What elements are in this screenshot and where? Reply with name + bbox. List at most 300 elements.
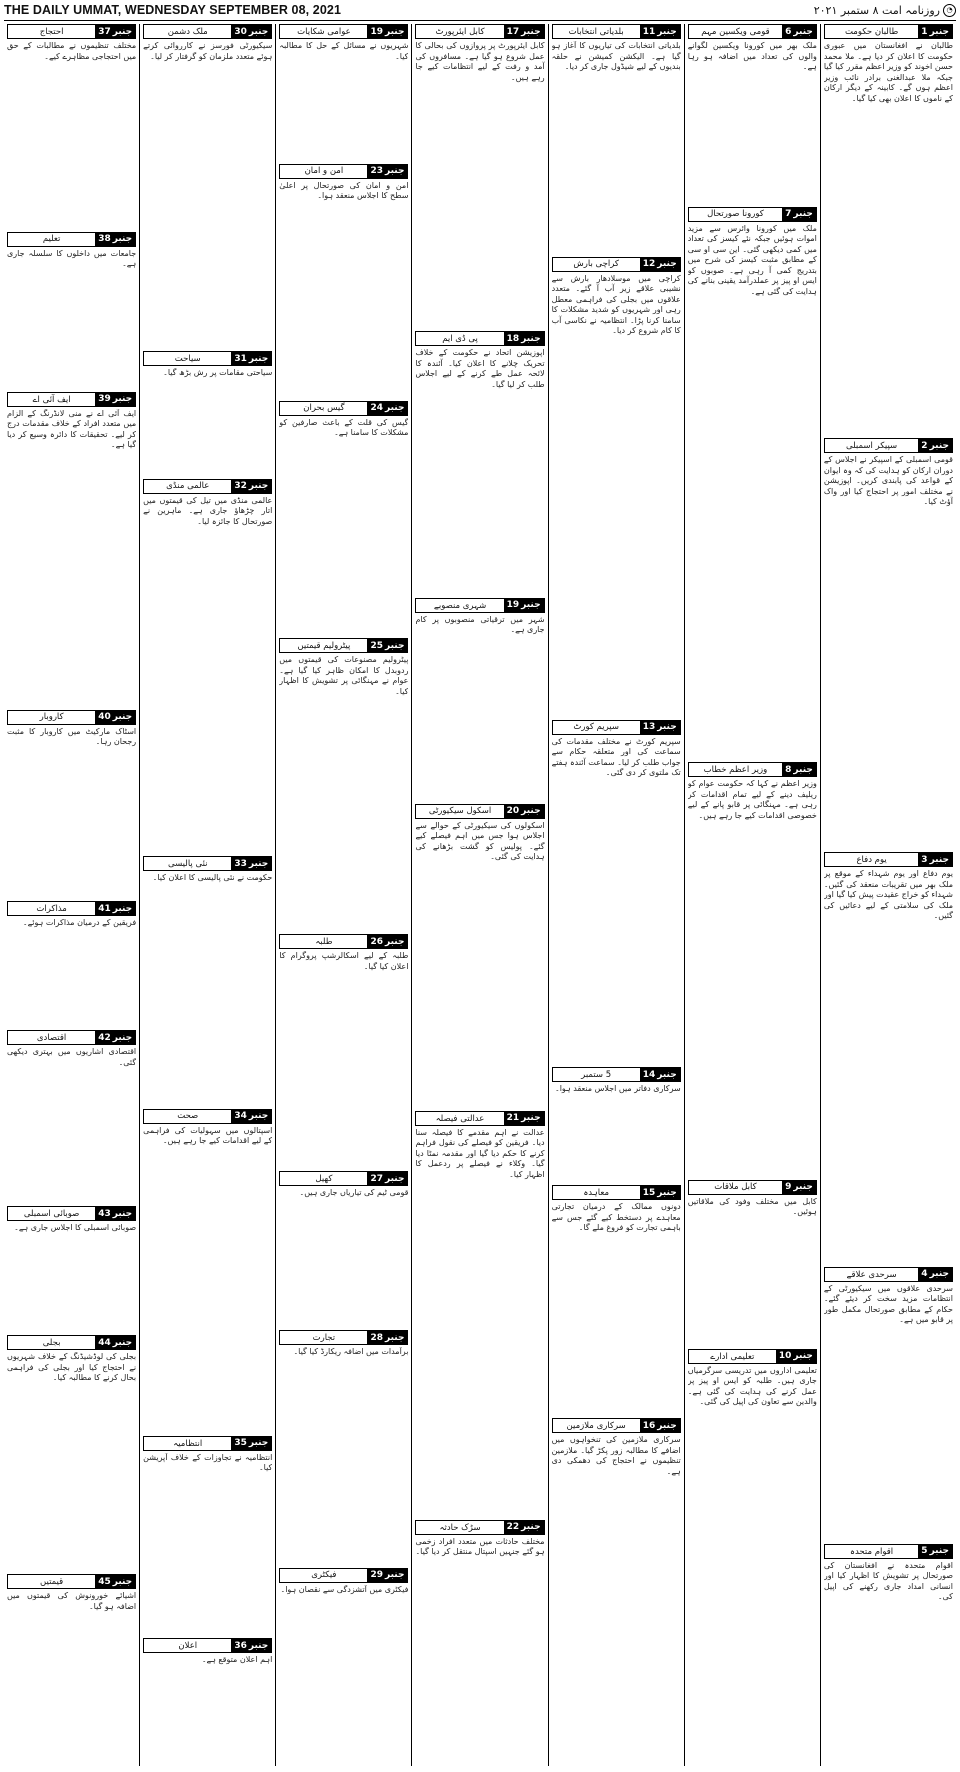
item-number-badge xyxy=(367,1331,407,1344)
item-number-badge xyxy=(367,935,407,948)
news-item-header xyxy=(415,331,544,346)
news-item-text: امن و امان کی صورتحال پر اعلیٰ سطح کا اجلاس منعقد ہوا۔ xyxy=(279,180,409,201)
news-item-title: تجارت xyxy=(312,1332,336,1343)
news-item xyxy=(7,1335,136,1571)
news-item-body xyxy=(7,918,136,1027)
news-item-title: امن و امان xyxy=(304,166,344,177)
item-number-badge xyxy=(640,25,680,38)
item-number-badge xyxy=(504,805,544,818)
item-number-prefix: جنبر xyxy=(657,259,677,270)
news-item-body xyxy=(279,181,408,398)
news-item-header xyxy=(7,901,136,916)
item-number: 15 xyxy=(642,1187,656,1198)
item-number: 30 xyxy=(234,26,247,37)
item-number-prefix: جنبر xyxy=(385,936,405,947)
item-number: 24 xyxy=(370,403,383,414)
news-item-body xyxy=(279,655,408,931)
news-item-body xyxy=(279,951,408,1168)
news-item-text: کابل ایئرپورٹ پر پروازوں کی بحالی کا عمل شروع ہو گیا ہے۔ مسافروں کی آمد و رفت کے لیے انتظامات کیے جا رہے ہیں۔ xyxy=(415,41,545,82)
item-number-prefix: جنبر xyxy=(248,858,269,869)
news-item-text: عدالت نے اہم مقدمے کا فیصلہ سنا دیا۔ فریقین کو فیصلے کی نقول فراہم کرنے کا حکم دیا گیا اور مقدمہ نمٹا دیا گیا۔ وکلاء نے فیصلے پر ردعمل کا اظہار کیا۔ xyxy=(415,1127,545,1179)
news-item-text: برآمدات میں اضافہ ریکارڈ کیا گیا۔ xyxy=(293,1347,409,1357)
news-item-title: سڑک حادثہ xyxy=(439,1522,481,1533)
item-number: 40 xyxy=(98,712,111,723)
item-number: 5 xyxy=(921,1546,928,1557)
item-number: 19 xyxy=(370,26,383,37)
news-item-title: انتظامیہ xyxy=(173,1438,203,1449)
item-number: 8 xyxy=(785,764,792,775)
news-item xyxy=(688,207,817,760)
item-number: 10 xyxy=(778,1351,792,1362)
news-item-header xyxy=(688,1180,817,1195)
news-item-body xyxy=(7,1591,136,1763)
item-number: 7 xyxy=(785,209,792,220)
item-number-prefix: جنبر xyxy=(248,26,269,37)
news-item xyxy=(7,1030,136,1203)
news-item-text: انتظامیہ نے تجاوزات کے خلاف آپریشن کیا۔ xyxy=(143,1452,273,1473)
news-item-header xyxy=(415,1111,544,1126)
news-item-header xyxy=(143,1638,272,1653)
item-number: 44 xyxy=(98,1337,111,1348)
news-item-body xyxy=(7,1352,136,1571)
news-item-header xyxy=(143,856,272,871)
news-item-header xyxy=(688,1349,817,1364)
item-number: 22 xyxy=(506,1522,520,1533)
item-number-prefix: جنبر xyxy=(929,1546,949,1557)
item-number-badge xyxy=(95,393,135,406)
news-item-text: سرحدی علاقوں میں سیکیورٹی کے انتظامات مزید سخت کر دیئے گئے۔ حکام کے مطابق صورتحال مکمل طور پر قابو میں ہے۔ xyxy=(823,1283,953,1325)
item-number-badge xyxy=(918,439,952,452)
item-number-badge xyxy=(231,1437,271,1450)
item-number-prefix: جنبر xyxy=(248,1438,269,1449)
item-number: 35 xyxy=(234,1438,247,1449)
news-item-header xyxy=(552,1067,681,1082)
news-item xyxy=(143,351,272,476)
news-item-title: بجلی xyxy=(42,1337,61,1348)
news-item xyxy=(688,762,817,1176)
news-item-title: عوامی شکایات xyxy=(297,26,351,37)
item-number-prefix: جنبر xyxy=(112,234,133,245)
item-number-badge xyxy=(95,1207,135,1220)
item-number-badge xyxy=(231,25,271,38)
item-number-prefix: جنبر xyxy=(385,166,405,177)
news-item-title: پیٹرولیم قیمتیں xyxy=(297,640,351,651)
news-item-header xyxy=(415,1520,544,1535)
news-item-title: عالمی منڈی xyxy=(166,481,210,492)
item-number: 31 xyxy=(234,353,247,364)
news-item-text: ایف آئی اے نے منی لانڈرنگ کے الزام میں متعدد افراد کے خلاف مقدمات درج کر لیے۔ تحقیقات کا دائرہ وسیع کر دیا گیا ہے۔ xyxy=(7,408,137,450)
item-number: 42 xyxy=(98,1032,111,1043)
news-item-header xyxy=(279,638,408,653)
news-item xyxy=(415,804,544,1108)
news-item xyxy=(279,1171,408,1327)
news-item-text: دونوں ممالک کے درمیان تجارتی معاہدے پر دستخط کیے گئے جس سے باہمی تجارت کو فروغ ملے گا۔ xyxy=(551,1202,681,1233)
news-item-header xyxy=(143,351,272,366)
news-item-header xyxy=(279,1568,408,1583)
item-number: 28 xyxy=(370,1332,383,1343)
news-item xyxy=(552,1067,681,1182)
news-item-header xyxy=(143,24,272,39)
news-item-text: ملک بھر میں کورونا ویکسین لگوانے والوں کی تعداد میں اضافہ ہو رہا ہے۔ xyxy=(687,41,817,71)
item-number-badge xyxy=(918,853,952,866)
news-item-header xyxy=(688,762,817,777)
news-item xyxy=(824,1267,953,1541)
news-item xyxy=(824,1544,953,1763)
news-item-title: اسکول سیکیورٹی xyxy=(428,806,492,817)
item-number: 14 xyxy=(642,1069,656,1080)
item-number-prefix: جنبر xyxy=(929,1269,949,1280)
news-item-text: سرکاری ملازمین کی تنخواہوں میں اضافے کا مطالبہ زور پکڑ گیا۔ ملازمین تنظیموں نے احتجاج کی دھمکی دی ہے۔ xyxy=(551,1435,681,1476)
news-item-body xyxy=(688,1197,817,1346)
news-item-text: تعلیمی اداروں میں تدریسی سرگرمیاں جاری ہیں۔ طلبہ کو ایس او پیز پر عمل کرنے کی ہدایت کی گئی ہے۔ والدین سے تعاون کی اپیل کی گئی۔ xyxy=(687,1365,817,1407)
news-item xyxy=(143,24,272,348)
news-item-body xyxy=(143,1453,272,1636)
news-item xyxy=(143,479,272,853)
ummat-logo-icon: ◔ xyxy=(943,4,956,17)
item-number-prefix: جنبر xyxy=(657,1420,677,1431)
news-item-body xyxy=(143,873,272,1105)
news-item-header xyxy=(7,392,136,407)
item-number-prefix: جنبر xyxy=(521,600,541,611)
item-number-badge xyxy=(782,1181,816,1194)
news-item-body xyxy=(552,41,681,254)
item-number: 18 xyxy=(506,333,520,344)
news-item xyxy=(7,1574,136,1763)
news-item-text: اسکولوں کی سیکیورٹی کے حوالے سے اجلاس ہوا جس میں اہم فیصلے کیے گئے۔ پولیس کو گشت بڑھانے کی ہدایت کی گئی۔ xyxy=(415,820,545,862)
item-number-badge xyxy=(504,25,544,38)
item-number-badge xyxy=(782,208,816,221)
masthead-urdu-title xyxy=(814,4,956,17)
item-number: 43 xyxy=(98,1208,111,1219)
news-item-body xyxy=(824,1284,953,1541)
item-number-prefix: جنبر xyxy=(248,481,269,492)
news-item xyxy=(143,856,272,1105)
item-number: 34 xyxy=(234,1111,247,1121)
item-number-prefix: جنبر xyxy=(521,333,541,344)
news-item-text: اسپتالوں میں سہولیات کی فراہمی کے لیے اقدامات کیے جا رہے ہیں۔ xyxy=(143,1125,273,1145)
item-number-badge xyxy=(504,1521,544,1534)
news-item xyxy=(279,401,408,635)
item-number-prefix: جنبر xyxy=(521,1522,541,1533)
news-item-body xyxy=(415,615,544,801)
news-item-title: 5 ستمبر xyxy=(581,1069,612,1080)
news-item-title: کاروبار xyxy=(39,712,64,723)
item-number-prefix: جنبر xyxy=(657,1069,677,1080)
news-item-title: تعلیمی ادارے xyxy=(710,1351,755,1362)
news-item-body xyxy=(688,1366,817,1763)
news-item-text: وزیر اعظم نے کہا کہ حکومت عوام کو ریلیف دینے کے لیے تمام اقدامات کر رہی ہے۔ مہنگائی پر قابو پانے کے لیے خصوصی اقدامات کیے جا رہے ہیں۔ xyxy=(687,779,817,820)
item-number-badge xyxy=(231,1110,271,1123)
item-number-badge xyxy=(640,1068,680,1081)
item-number-prefix: جنبر xyxy=(112,394,133,405)
news-item xyxy=(7,392,136,707)
news-item-body xyxy=(552,1202,681,1415)
item-number-prefix: جنبر xyxy=(929,854,949,865)
news-item-header xyxy=(415,24,544,39)
item-number: 39 xyxy=(98,394,111,405)
news-item-title: احتجاج xyxy=(39,26,64,37)
item-number-prefix: جنبر xyxy=(929,440,949,451)
item-number-badge xyxy=(918,1545,952,1558)
item-number-prefix: جنبر xyxy=(793,1351,813,1362)
news-item xyxy=(279,24,408,161)
news-item-header xyxy=(415,804,544,819)
item-number: 16 xyxy=(642,1420,656,1431)
news-item-title: عدالتی فیصلہ xyxy=(435,1113,485,1124)
news-item-title: طالبان حکومت xyxy=(844,26,899,37)
news-item xyxy=(552,720,681,1065)
news-item-body xyxy=(688,224,817,760)
item-number: 27 xyxy=(370,1173,383,1184)
news-item-body xyxy=(688,779,817,1176)
news-item-title: قیمتیں xyxy=(40,1576,64,1587)
item-number-badge xyxy=(640,258,680,271)
news-item-header xyxy=(7,1030,136,1045)
news-item-header xyxy=(824,1544,953,1559)
news-item-body xyxy=(7,41,136,229)
news-item-header xyxy=(552,24,681,39)
item-number: 23 xyxy=(370,166,383,177)
news-item xyxy=(279,934,408,1168)
news-item-text: مختلف تنظیموں نے مطالبات کے حق میں احتجاجی مظاہرے کیے۔ xyxy=(7,41,137,61)
news-item-header xyxy=(279,1171,408,1186)
item-number-prefix: جنبر xyxy=(521,806,541,817)
item-number: 17 xyxy=(506,26,520,37)
news-item-body xyxy=(552,737,681,1065)
news-item-body xyxy=(143,496,272,853)
news-item-header xyxy=(552,720,681,735)
news-item-header xyxy=(279,164,408,179)
news-item-title: ملک دشمن xyxy=(167,26,208,37)
news-item-text: بلدیاتی انتخابات کی تیاریوں کا آغاز ہو گیا ہے۔ الیکشن کمیشن نے حلقہ بندیوں کے لیے شیڈول جاری کر دیا۔ xyxy=(551,41,681,71)
news-item-text: فیکٹری میں آتشزدگی سے نقصان ہوا۔ xyxy=(280,1584,409,1594)
news-item-body xyxy=(415,821,544,1108)
news-item-text: قومی ٹیم کی تیاریاں جاری ہیں۔ xyxy=(299,1188,409,1198)
news-item-body xyxy=(415,41,544,328)
news-item-body xyxy=(279,1188,408,1327)
news-item-title: کراچی بارش xyxy=(573,259,619,270)
news-item xyxy=(279,1568,408,1763)
item-number-badge xyxy=(367,165,407,178)
item-number-prefix: جنبر xyxy=(385,640,405,651)
news-column xyxy=(820,24,956,1766)
news-item-header xyxy=(552,1185,681,1200)
news-item-text: شہر میں ترقیاتی منصوبوں پر کام جاری ہے۔ xyxy=(415,614,545,635)
item-number-prefix: جنبر xyxy=(793,1182,813,1193)
news-item-text: قومی اسمبلی کے اسپیکر نے اجلاس کے دوران ارکان کو ہدایت کی کہ وہ ایوان کے قواعد کی پابندی کریں۔ اپوزیشن نے مختلف امور پر احتجاج کیا اور واک آؤٹ کیا۔ xyxy=(823,455,953,507)
item-number-badge xyxy=(367,639,407,652)
item-number-prefix: جنبر xyxy=(521,1113,541,1124)
news-item-header xyxy=(279,24,408,39)
news-item-header xyxy=(7,710,136,725)
news-item-body xyxy=(552,274,681,717)
item-number: 3 xyxy=(921,854,928,865)
news-item-title: وزیر اعظم خطاب xyxy=(703,764,768,775)
item-number-badge xyxy=(231,480,271,493)
news-item-text: بجلی کی لوڈشیڈنگ کے خلاف شہریوں نے احتجاج کیا اور بجلی کی فراہمی بحال کرنے کا مطالبہ کیا۔ xyxy=(7,1352,137,1383)
item-number-badge xyxy=(231,857,271,870)
news-item xyxy=(7,1206,136,1332)
news-item-text: صوبائی اسمبلی کا اجلاس جاری ہے۔ xyxy=(14,1223,137,1233)
news-item-title: کورونا صورتحال xyxy=(707,209,764,220)
item-number-badge xyxy=(782,25,816,38)
news-item-title: قومی ویکسین مہم xyxy=(701,27,770,37)
item-number: 11 xyxy=(642,26,656,37)
news-item xyxy=(824,852,953,1263)
news-item-title: اعلان xyxy=(178,1640,198,1651)
item-number-prefix: جنبر xyxy=(112,26,133,37)
item-number: 33 xyxy=(234,858,247,869)
item-number: 37 xyxy=(98,26,111,37)
news-item xyxy=(552,1418,681,1763)
item-number-badge xyxy=(95,1031,135,1044)
item-number-prefix: جنبر xyxy=(385,403,405,414)
item-number-badge xyxy=(640,721,680,734)
item-number-prefix: جنبر xyxy=(793,764,813,775)
news-item-header xyxy=(7,24,136,39)
masthead-english-title: THE DAILY UMMAT, WEDNESDAY SEPTEMBER 08, 2021 xyxy=(4,3,341,17)
news-item-text: پیٹرولیم مصنوعات کی قیمتوں میں ردوبدل کا امکان ظاہر کیا گیا ہے۔ عوام نے مہنگائی پر تشویش کا اظہار کیا۔ xyxy=(279,655,409,696)
news-column xyxy=(139,24,275,1766)
news-item-text: سیکیورٹی فورسز نے کارروائی کرتے ہوئے متعدد ملزمان کو گرفتار کر لیا۔ xyxy=(143,41,273,61)
news-item-text: ملک میں کورونا وائرس سے مزید اموات ہوئیں جبکہ نئے کیسز کی تعداد میں کمی دیکھی گئی۔ این سی او سی کے مطابق مثبت کیسز کی شرح میں بتدریج کمی آ رہی ہے۔ صوبوں کو ایس او پیز پر عملدرآمد یقینی بنانے کی ہدایت کی گئی ہے۔ xyxy=(687,223,817,296)
news-item-text: مختلف حادثات میں متعدد افراد زخمی ہو گئے جنہیں اسپتال منتقل کر دیا گیا۔ xyxy=(415,1536,545,1557)
news-item-title: ایف آئی اے xyxy=(32,394,71,405)
item-number-badge xyxy=(95,902,135,915)
news-item-title: کابل ملاقات xyxy=(714,1182,757,1193)
news-item-header xyxy=(7,232,136,247)
item-number-badge xyxy=(640,1419,680,1432)
news-item-body xyxy=(552,1435,681,1763)
news-item-text: شہریوں نے مسائل کے حل کا مطالبہ کیا۔ xyxy=(279,41,409,61)
news-item-title: طلبہ xyxy=(315,937,333,948)
item-number: 6 xyxy=(785,26,792,37)
item-number-prefix: جنبر xyxy=(657,1187,677,1198)
item-number-prefix: جنبر xyxy=(385,26,405,37)
news-item-body xyxy=(7,727,136,899)
news-item-header xyxy=(279,401,408,416)
item-number-prefix: جنبر xyxy=(929,26,949,37)
news-item-title: نئی پالیسی xyxy=(168,858,208,869)
news-column xyxy=(548,24,684,1766)
item-number-badge xyxy=(231,1639,271,1652)
item-number: 29 xyxy=(370,1570,383,1581)
news-item-title: یوم دفاع xyxy=(856,854,887,865)
item-number-prefix: جنبر xyxy=(112,1032,133,1043)
item-number-badge xyxy=(367,1569,407,1582)
news-item xyxy=(688,24,817,204)
news-item-body xyxy=(143,1126,272,1433)
news-item-body xyxy=(7,1047,136,1203)
item-number: 19 xyxy=(506,600,520,611)
news-item-title: شہری منصوبے xyxy=(433,600,487,611)
news-item-text: گیس کی قلت کے باعث صارفین کو مشکلات کا سامنا ہے۔ xyxy=(279,417,409,438)
item-number-badge xyxy=(367,1172,407,1185)
news-item xyxy=(824,438,953,849)
news-item-title: صحت xyxy=(177,1111,199,1121)
news-item-title: سپریم کورٹ xyxy=(573,722,619,733)
news-item-title: کھیل xyxy=(315,1173,333,1184)
item-number-prefix: جنبر xyxy=(248,1640,269,1651)
news-item xyxy=(7,232,136,389)
news-item xyxy=(552,24,681,254)
item-number-badge xyxy=(504,1112,544,1125)
news-item xyxy=(415,1520,544,1763)
news-item-header xyxy=(415,598,544,613)
news-item-header xyxy=(143,1436,272,1451)
news-item xyxy=(143,1109,272,1433)
news-item-header xyxy=(7,1206,136,1221)
item-number-prefix: جنبر xyxy=(248,1111,269,1121)
item-number: 45 xyxy=(98,1576,111,1587)
news-item-body xyxy=(415,1128,544,1517)
masthead-urdu-text: روزنامہ امت ۸ ستمبر ۲۰۲۱ xyxy=(813,3,940,17)
news-item-title: معاہدہ xyxy=(583,1188,609,1199)
news-item xyxy=(415,24,544,328)
news-item-body xyxy=(824,869,953,1263)
news-item-title: اقوام متحدہ xyxy=(849,1546,894,1557)
item-number-prefix: جنبر xyxy=(657,26,677,37)
news-item-header xyxy=(824,1267,953,1282)
news-item-body xyxy=(7,1223,136,1332)
news-item-body xyxy=(143,368,272,476)
news-item-text: سیاحتی مقامات پر رش بڑھ گیا۔ xyxy=(163,368,273,378)
item-number: 1 xyxy=(921,26,928,37)
item-number-badge xyxy=(504,332,544,345)
item-number-prefix: جنبر xyxy=(793,26,813,37)
news-item xyxy=(688,1180,817,1346)
item-number-badge xyxy=(95,1336,135,1349)
news-item xyxy=(552,1185,681,1415)
item-number: 9 xyxy=(785,1182,792,1193)
news-item-title: سپیکر اسمبلی xyxy=(845,440,898,451)
news-item-header xyxy=(552,1418,681,1433)
news-item xyxy=(143,1436,272,1636)
news-item-text: اشیائے خورونوش کی قیمتوں میں اضافہ ہو گیا۔ xyxy=(7,1591,137,1611)
item-number: 12 xyxy=(642,259,656,270)
news-item-body xyxy=(7,409,136,707)
news-item-text: طالبان نے افغانستان میں عبوری حکومت کا اعلان کر دیا ہے۔ ملا محمد حسن اخوند کو وزیر اعظم مقرر کیا گیا جبکہ ملا عبدالغنی برادر نائب وزیر اعظم ہوں گے۔ کابینہ کے دیگر ارکان کے ناموں کا اعلان بھی کیا گیا۔ xyxy=(823,41,953,103)
item-number-prefix: جنبر xyxy=(112,1208,133,1219)
news-item-header xyxy=(688,207,817,222)
news-item-title: سرحدی علاقے xyxy=(846,1269,897,1280)
news-item xyxy=(7,901,136,1027)
news-item-title: تعلیم xyxy=(42,234,61,245)
item-number-badge xyxy=(95,711,135,724)
news-item-body xyxy=(552,1084,681,1182)
news-item-header xyxy=(7,1574,136,1589)
news-item-body xyxy=(688,41,817,204)
news-item-title: صوبائی اسمبلی xyxy=(23,1208,80,1219)
news-item-header xyxy=(279,934,408,949)
news-item-text: طلبہ کے لیے اسکالرشپ پروگرام کا اعلان کیا گیا۔ xyxy=(279,951,409,971)
news-item-text: عالمی منڈی میں تیل کی قیمتوں میں اتار چڑھاؤ جاری ہے۔ ماہرین نے صورتحال کا جائزہ لیا۔ xyxy=(143,495,273,526)
news-item-header xyxy=(7,1335,136,1350)
news-item-header xyxy=(824,24,953,39)
item-number-prefix: جنبر xyxy=(385,1332,405,1343)
news-item-header xyxy=(143,1109,272,1124)
item-number: 21 xyxy=(506,1113,520,1124)
news-item-body xyxy=(279,418,408,635)
news-item-body xyxy=(415,348,544,595)
news-item-text: اہم اعلان متوقع ہے۔ xyxy=(201,1655,273,1665)
news-item-title: اقتصادی xyxy=(36,1032,67,1043)
item-number-prefix: جنبر xyxy=(112,903,133,914)
news-item-body xyxy=(824,455,953,849)
news-item-title: گیس بحران xyxy=(303,403,345,414)
news-item-text: اسٹاک مارکیٹ میں کاروبار کا مثبت رجحان رہا۔ xyxy=(7,726,137,747)
news-item-text: اقوام متحدہ نے افغانستان کی صورتحال پر تشویش کا اظہار کیا اور انسانی امداد جاری رکھنے کی اپیل کی۔ xyxy=(823,1560,953,1602)
